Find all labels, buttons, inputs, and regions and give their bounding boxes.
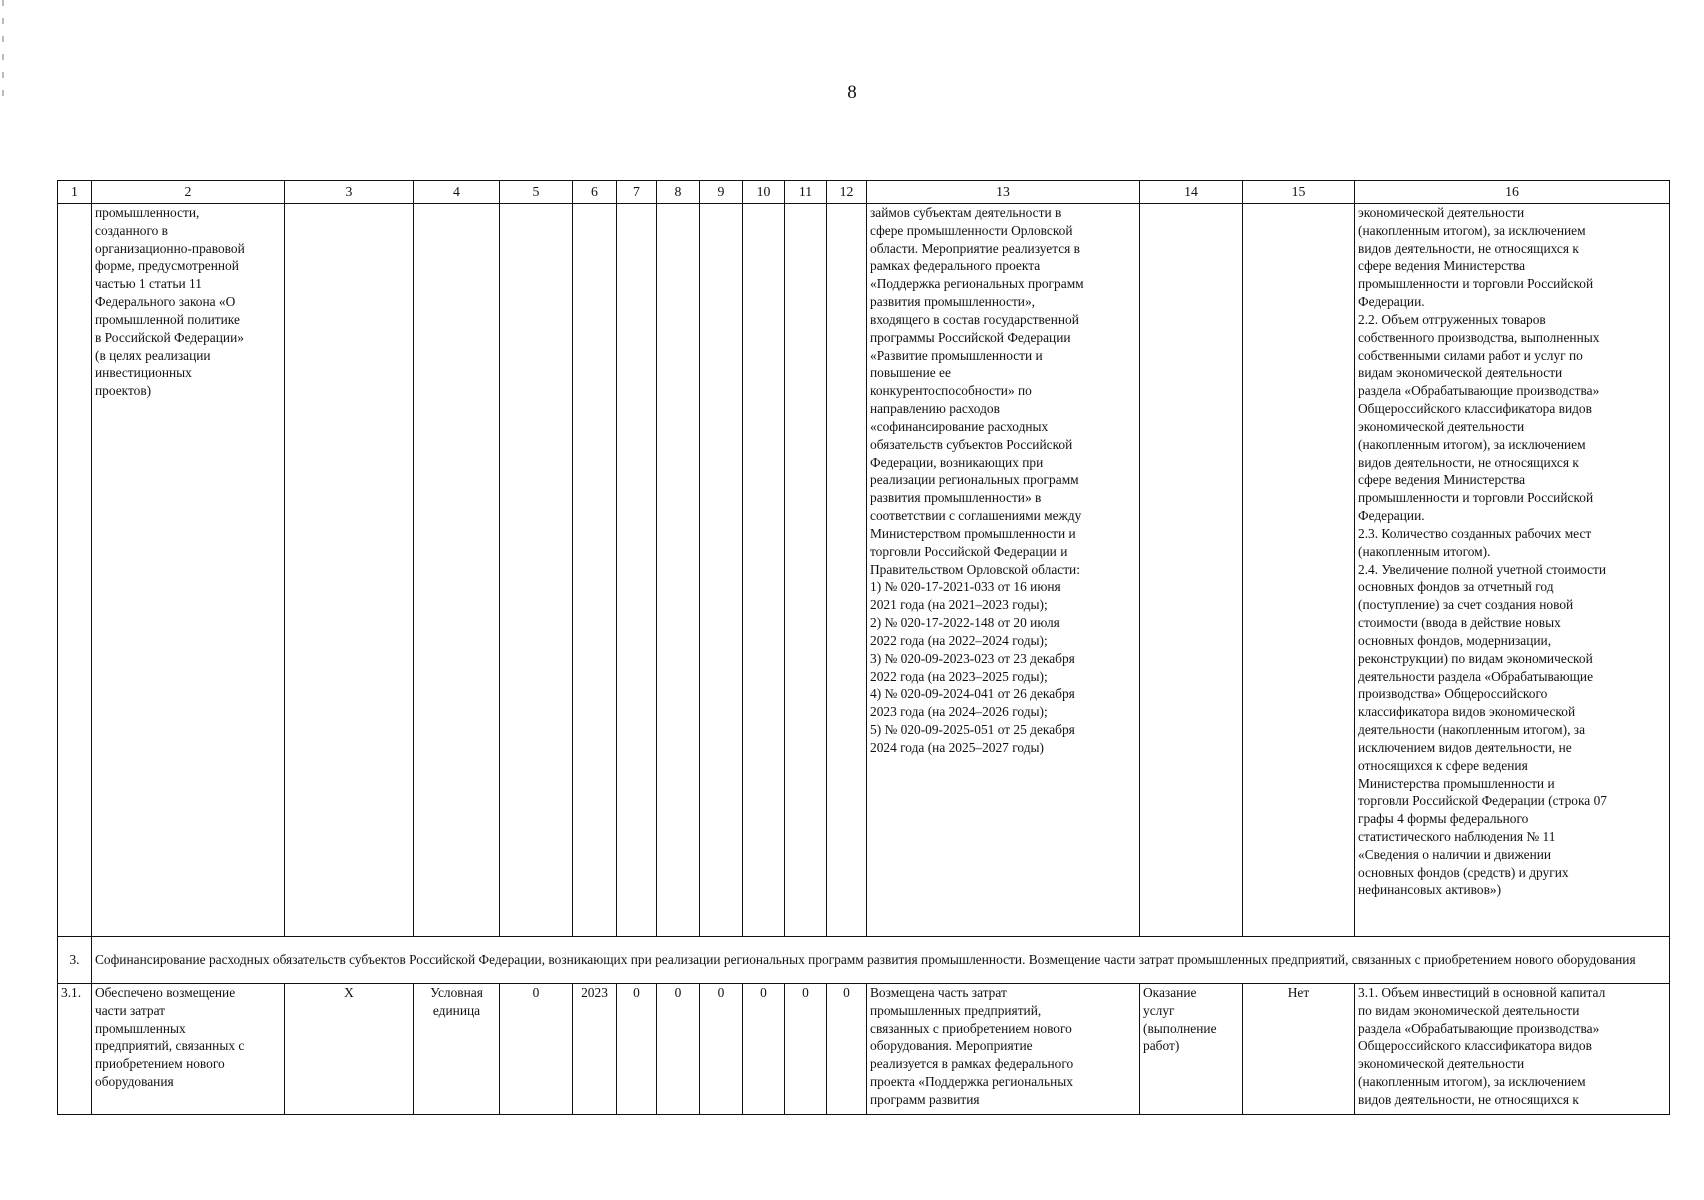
item-col12-value: 0 xyxy=(827,984,867,1115)
cell-empty xyxy=(1140,204,1243,937)
cell-empty xyxy=(785,204,827,937)
cell-empty xyxy=(827,204,867,937)
cell-result-description: займов субъектам деятельности в сфере промышленности Орловской области. Мероприятие реализуется в рамках федерального проекта «Поддержка региональных программ развития промышленности», входящего в состав государственной программы Российской Федерации «Развитие промышленности и повышение ее конкурентоспособности» по направлению расходов «софинансирование расходных обязательств субъектов Российской Федерации, возникающих при реализации региональных программ развития промышленности» в соответствии с соглашениями между Министерством промышленности и торговли Российской Федерации и Правительством Орловской области: 1) № 020-17-2021-033 от 16 июня 2021 года (на 2021–2023 годы); 2) № 020-17-2022-148 от 20 июля 2022 года (на 2022–2024 годы); 3) № 020-09-2023-023 от 23 декабря 2022 года (на 2023–2025 годы); 4) № 020-09-2024-041 от 26 декабря 2023 года (на 2024–2026 годы); 5) № 020-09-2025-051 от 25 декабря 2024 года (на 2025–2027 годы) xyxy=(867,204,1140,937)
col-header-11: 11 xyxy=(785,181,827,204)
table-row-continuation xyxy=(58,204,1670,937)
col-header-2: 2 xyxy=(92,181,285,204)
cell-empty xyxy=(1243,204,1355,937)
measures-table xyxy=(57,180,1670,1115)
cell-empty xyxy=(500,204,573,937)
section-title: Софинансирование расходных обязательств субъектов Российской Федерации, возникающих при реализации региональных программ развития промышленности. Возмещение части затрат промышленных предприятий, связанных с приобретением нового оборудования xyxy=(92,937,1670,984)
item-col10-value: 0 xyxy=(743,984,785,1115)
col-header-10: 10 xyxy=(743,181,785,204)
cell-number xyxy=(58,204,92,937)
col-header-4: 4 xyxy=(414,181,500,204)
col-header-15: 15 xyxy=(1243,181,1355,204)
cell-result-name: промышленности, созданного в организационно-правовой форме, предусмотренной частью 1 статьи 11 Федерального закона «О промышленной политике в Российской Федерации» (в целях реализации инвестиционных проектов) xyxy=(92,204,285,937)
col-header-3: 3 xyxy=(285,181,414,204)
table-row-item xyxy=(58,984,1670,1115)
item-description: Возмещена часть затрат промышленных предприятий, связанных с приобретением нового оборудования. Мероприятие реализуется в рамках федерального проекта «Поддержка региональных программ развития xyxy=(867,984,1140,1115)
item-col7-value: 0 xyxy=(617,984,657,1115)
col-header-5: 5 xyxy=(500,181,573,204)
col-header-6: 6 xyxy=(573,181,617,204)
cell-empty xyxy=(573,204,617,937)
cell-empty xyxy=(657,204,700,937)
table-row-section xyxy=(58,937,1670,984)
col-header-14: 14 xyxy=(1140,181,1243,204)
col-header-1: 1 xyxy=(58,181,92,204)
column-number-row xyxy=(58,181,1670,204)
item-col3-value: X xyxy=(285,984,414,1115)
item-type: Оказание услуг (выполнение работ) xyxy=(1140,984,1243,1115)
cell-empty xyxy=(700,204,743,937)
item-col9-value: 0 xyxy=(700,984,743,1115)
item-number: 3.1. xyxy=(58,984,92,1115)
cell-empty xyxy=(285,204,414,937)
col-header-8: 8 xyxy=(657,181,700,204)
cell-empty xyxy=(414,204,500,937)
col-header-16: 16 xyxy=(1355,181,1670,204)
item-col8-value: 0 xyxy=(657,984,700,1115)
page-number: 8 xyxy=(847,82,857,103)
section-number: 3. xyxy=(58,937,92,984)
item-unit: Условная единица xyxy=(414,984,500,1115)
col-header-9: 9 xyxy=(700,181,743,204)
item-indicators: 3.1. Объем инвестиций в основной капитал по видам экономической деятельности раздела «Обрабатывающие производства» Общероссийского классификатора видов экономической деятельности (накопленным итогом), за исключением видов деятельности, не относящихся к xyxy=(1355,984,1670,1115)
cell-indicators: экономической деятельности (накопленным итогом), за исключением видов деятельности, не относящихся к сфере ведения Министерства промышленности и торговли Российской Федерации. 2.2. Объем отгруженных товаров собственного производства, выполненных собственными силами работ и услуг по видам экономической деятельности раздела «Обрабатывающие производства» Общероссийского классификатора видов экономической деятельности (накопленным итогом), за исключением видов деятельности, не относящихся к сфере ведения Министерства промышленности и торговли Российской Федерации. 2.3. Количество созданных рабочих мест (накопленным итогом). 2.4. Увеличение полной учетной стоимости основных фондов за отчетный год (поступление) за счет создания новой стоимости (ввода в действие новых основных фондов, модернизации, реконструкции) по видам экономической деятельности раздела «Обрабатывающие производства» Общероссийского классификатора видов экономической деятельности (накопленным итогом), за исключением видов деятельности, не относящихся к сфере ведения Министерства промышленности и торговли Российской Федерации (строка 07 графы 4 формы федерального статистического наблюдения № 11 «Сведения о наличии и движении основных фондов (средств) и других нефинансовых активов») xyxy=(1355,204,1670,937)
col-header-13: 13 xyxy=(867,181,1140,204)
item-col5-value: 0 xyxy=(500,984,573,1115)
cell-empty xyxy=(743,204,785,937)
col-header-7: 7 xyxy=(617,181,657,204)
col-header-12: 12 xyxy=(827,181,867,204)
item-col11-value: 0 xyxy=(785,984,827,1115)
cell-empty xyxy=(617,204,657,937)
item-col15-value: Нет xyxy=(1243,984,1355,1115)
item-year: 2023 xyxy=(573,984,617,1115)
item-result-name: Обеспечено возмещение части затрат промышленных предприятий, связанных с приобретением нового оборудования xyxy=(92,984,285,1115)
